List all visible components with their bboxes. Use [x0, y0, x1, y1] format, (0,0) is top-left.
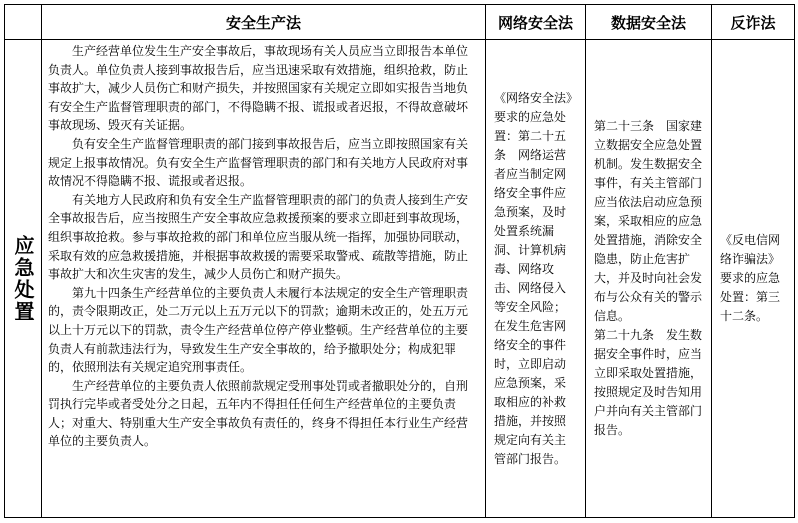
data-law-paragraph-2: 第二十九条 发生数据安全事件时，应当立即采取处置措施，按照规定及时告知用户并向有关主管部门报告。 — [594, 328, 703, 437]
header-network-law: 网络安全法 — [486, 5, 586, 40]
header-blank — [5, 5, 42, 40]
header-antifraud-law: 反诈法 — [712, 5, 795, 40]
antifraud-law-cell — [712, 40, 795, 518]
antifraud-law-text: 《反电信网络诈骗法》要求的应急处置：第三十二条。 — [720, 233, 781, 323]
safety-law-paragraph-1: 生产经营单位发生生产安全事故后，事故现场有关人员应当立即报告本单位负责人。单位负责人接到事故报告后，应当迅速采取有效措施，组织抢救，防止事故扩大，减少人员伤亡和财产损失，并按照国家有关规定立即如实报告当地负有安全生产监督管理职责的部门，不得隐瞒不报、谎报或者迟报，不得故意破坏事故现场、毁灭有关证据。 — [48, 44, 469, 133]
network-law-cell — [486, 40, 586, 518]
row-label: 应急处置 — [11, 234, 35, 323]
law-comparison-table — [4, 4, 795, 518]
safety-law-paragraph-3: 有关地方人民政府和负有安全生产监督管理职责的部门的负责人接到生产安全事故报告后，应当按照生产安全事故应急救援预案的要求立即赶到事故现场，组织事故抢救。参与事故抢救的部门和单位应当服从统一指挥，加强协同联动，采取有效的应急救援措施，并根据事故救援的需要采取警戒、疏散等措施，防止事故扩大和次生灾害的发生，减少人员伤亡和财产损失。 — [48, 192, 469, 282]
header-row — [5, 5, 795, 40]
safety-law-cell — [42, 40, 486, 518]
row-label-cell — [5, 40, 42, 518]
data-law-paragraph-1: 第二十三条 国家建立数据安全应急处置机制。发生数据安全事件，有关主管部门应当依法启动应急预案，采取相应的应急处置措施，消除安全隐患，防止危害扩大，并及时向社会发布与公众有关的警示信息。 — [594, 119, 703, 323]
header-data-law: 数据安全法 — [586, 5, 712, 40]
safety-law-paragraph-4: 第九十四条生产经营单位的主要负责人未履行本法规定的安全生产管理职责的，责令限期改正，处二万元以上五万元以下的罚款；逾期未改正的，处五万元以上十万元以下的罚款，责令生产经营单位停产停业整顿。生产经营单位的主要负责人有前款违法行为，导致发生生产安全事故的，给予撤职处分；构成犯罪的，依照刑法有关规定追究刑事责任。 — [48, 285, 469, 375]
emergency-row — [5, 40, 795, 518]
safety-law-paragraph-5: 生产经营单位的主要负责人依照前款规定受刑事处罚或者撤职处分的，自刑罚执行完毕或者受处分之日起，五年内不得担任任何生产经营单位的主要负责人；对重大、特别重大生产安全事故负有责任的，终身不得担任本行业生产经营单位的主要负责人。 — [48, 378, 469, 449]
data-law-cell — [586, 40, 712, 518]
law-comparison-table-wrapper — [4, 4, 794, 518]
safety-law-paragraph-2: 负有安全生产监督管理职责的部门接到事故报告后，应当立即按照国家有关规定上报事故情况。负有安全生产监督管理职责的部门和有关地方人民政府对事故情况不得隐瞒不报、谎报或者迟报。 — [48, 136, 469, 189]
header-safety-law: 安全生产法 — [42, 5, 486, 40]
network-law-text: 《网络安全法》要求的应急处置：第二十五条 网络运营者应当制定网络安全事件应急预案，及时处置系统漏洞、计算机病毒、网络攻击、网络侵入等安全风险；在发生危害网络安全的事件时，立即启动应急预案，采取相应的补救措施，并按照规定向有关主管部门报告。 — [494, 90, 573, 466]
